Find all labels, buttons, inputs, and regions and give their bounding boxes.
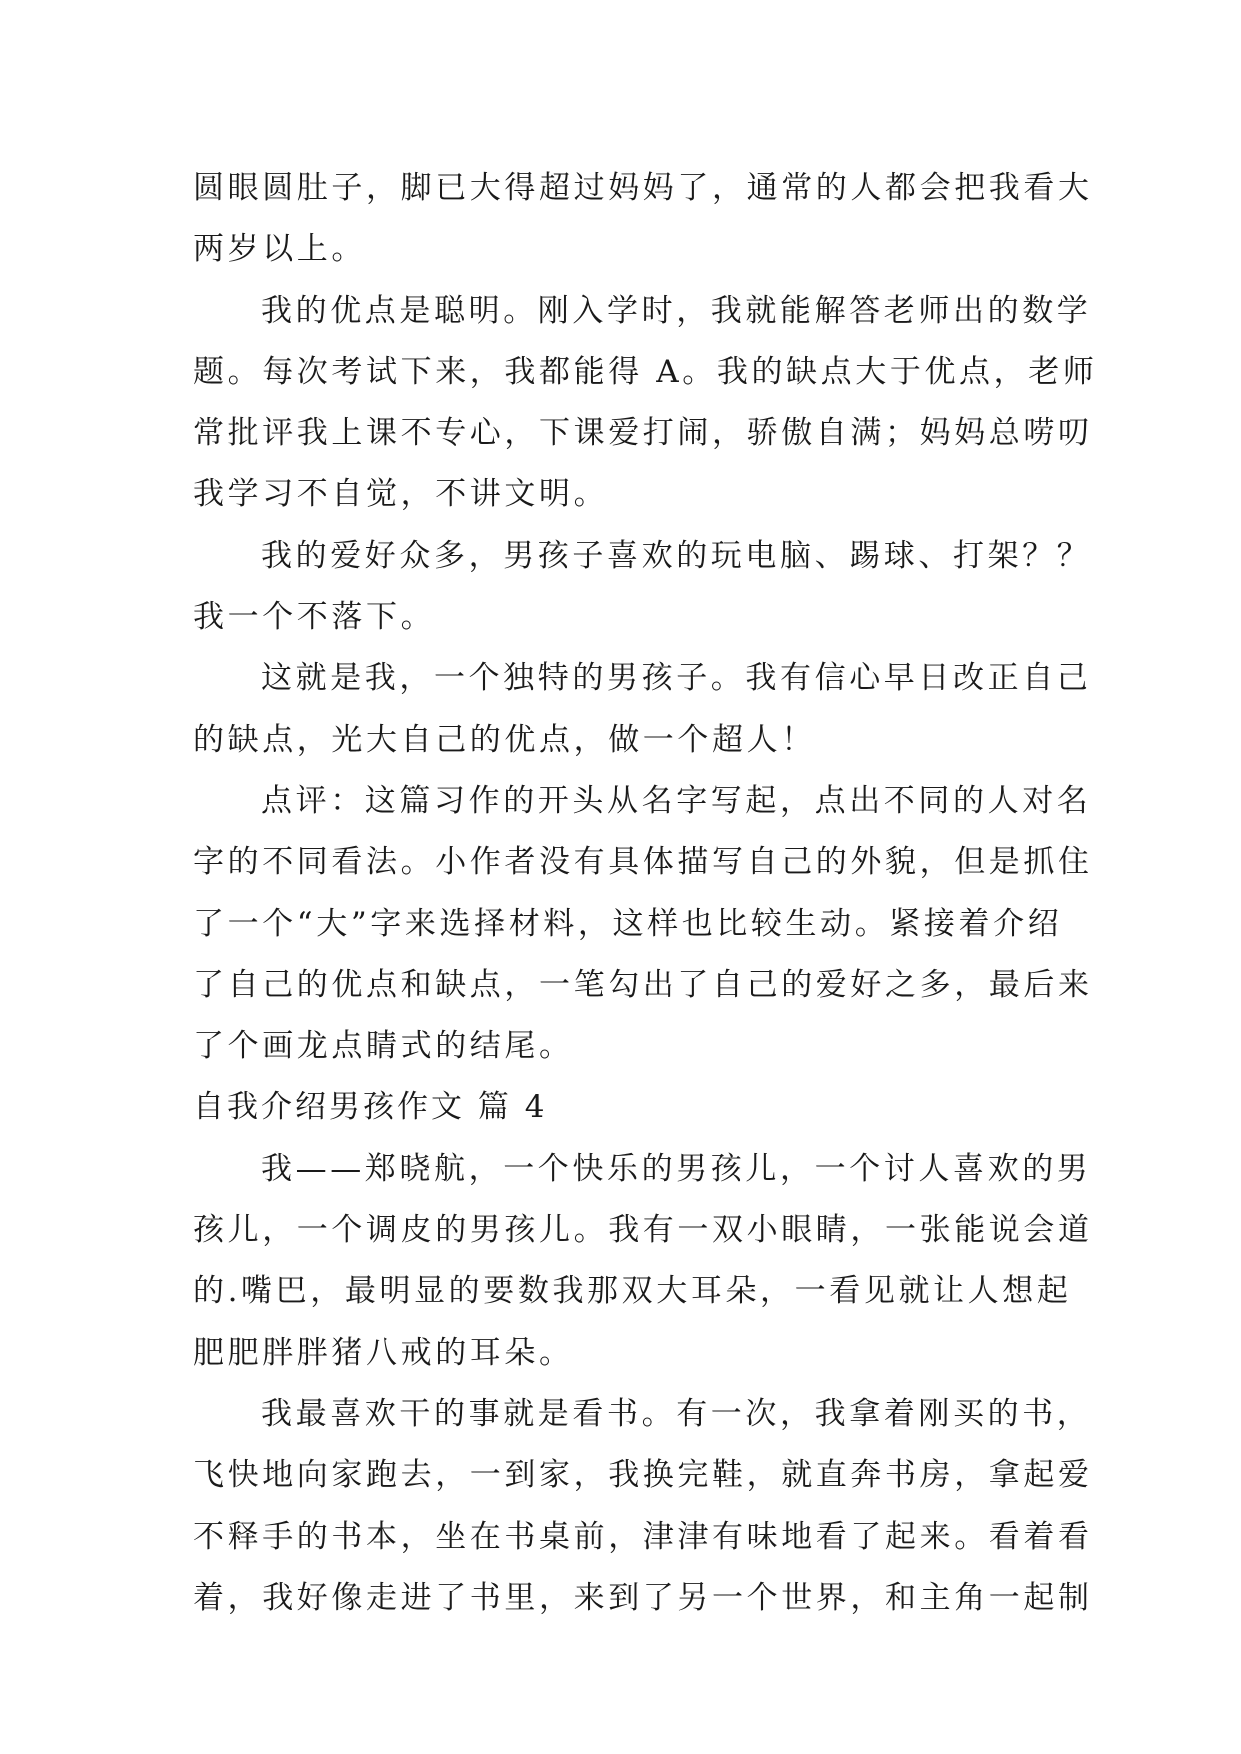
text-line: 飞快地向家跑去，一到家，我换完鞋，就直奔书房，拿起爱 (193, 1457, 1093, 1494)
essay-body (193, 158, 1098, 1629)
text-line: 字的不同看法。小作者没有具体描写自己的外貌，但是抓住 (193, 844, 1093, 881)
text-line: 肥肥胖胖猪八戒的耳朵。 (193, 1334, 574, 1371)
paragraph-first-line: 这就是我，一个独特的男孩子。我有信心早日改正自己 (261, 660, 1092, 697)
text-line: 了一个“大”字来选择材料，这样也比较生动。紧接着介绍 (193, 905, 1063, 942)
paragraph-first-line: 点评：这篇习作的开头从名字写起，点出不同的人对名 (261, 782, 1092, 819)
text-line: 我学习不自觉，不讲文明。 (193, 476, 609, 513)
text-line: 题。每次考试下来，我都能得 A。我的缺点大于优点，老师 (193, 353, 1098, 390)
text-line: 不释手的书本，坐在书桌前，津津有味地看了起来。看着看 (193, 1518, 1093, 1555)
section-heading: 自我介绍男孩作文 篇 4 (193, 1089, 548, 1126)
text-line: 两岁以上。 (193, 231, 366, 268)
text-line: 的.嘴巴，最明显的要数我那双大耳朵，一看见就让人想起 (193, 1273, 1072, 1310)
paragraph-first-line: 我的优点是聪明。刚入学时，我就能解答老师出的数学 (261, 292, 1092, 329)
paragraph-first-line: 我的爱好众多，男孩子喜欢的玩电脑、踢球、打架？？ (261, 537, 1092, 574)
text-line: 的缺点，光大自己的优点，做一个超人！ (193, 721, 816, 758)
text-line: 孩儿，一个调皮的男孩儿。我有一双小眼睛，一张能说会道 (193, 1212, 1093, 1249)
text-line: 了自己的优点和缺点，一笔勾出了自己的爱好之多，最后来 (193, 966, 1093, 1003)
text-line: 了个画龙点睛式的结尾。 (193, 1028, 574, 1065)
text-line: 着，我好像走进了书里，来到了另一个世界，和主角一起制 (193, 1579, 1093, 1616)
text-line: 我一个不落下。 (193, 599, 436, 636)
text-line: 常批评我上课不专心，下课爱打闹，骄傲自满；妈妈总唠叨 (193, 415, 1093, 452)
paragraph-first-line: 我最喜欢干的事就是看书。有一次，我拿着刚买的书， (261, 1395, 1092, 1432)
text-line: 圆眼圆肚子，脚已大得超过妈妈了，通常的人都会把我看大 (193, 170, 1093, 206)
paragraph-first-line: 我——郑晓航，一个快乐的男孩儿，一个讨人喜欢的男 (261, 1150, 1092, 1187)
